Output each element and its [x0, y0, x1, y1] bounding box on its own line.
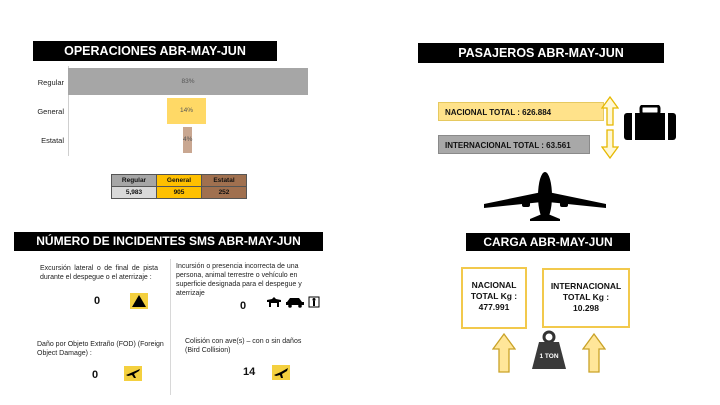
- dog-car-person-icon: [266, 294, 322, 308]
- pasajeros-internacional: INTERNACIONAL TOTAL : 63.561: [438, 135, 590, 154]
- carga-internacional-line1: INTERNACIONAL: [550, 281, 622, 291]
- funnel-label-regular: Regular: [37, 78, 64, 87]
- incidentes-title: NÚMERO DE INCIDENTES SMS ABR-MAY-JUN: [14, 232, 323, 251]
- carga-title: CARGA ABR-MAY-JUN: [466, 233, 630, 251]
- funnel-label-general: General: [37, 107, 64, 116]
- table-value-general: 905: [157, 187, 202, 199]
- incident-fod-value: 0: [92, 369, 99, 381]
- carga-internacional-box: [542, 268, 630, 328]
- airplane-icon: [482, 170, 608, 222]
- incident-incursion-value: 0: [240, 300, 247, 312]
- cargo-arrow-up-right-icon: [582, 333, 606, 373]
- fod-icon: [124, 366, 142, 381]
- runway-icon: [130, 293, 148, 309]
- table-header-general: General: [157, 175, 202, 187]
- weight-icon: [531, 330, 567, 370]
- arrow-up-icon: [601, 96, 619, 126]
- incident-incursion-text: Incursión o presencia incorrecta de una persona, animal terrestre o vehículo en superficie designada para el despegue y aterrizaje: [176, 263, 302, 297]
- weight-label: 1 TON: [539, 353, 559, 360]
- incident-bird-collision-value: 14: [243, 366, 256, 378]
- carga-nacional-line1: NACIONAL: [471, 280, 517, 290]
- cargo-arrow-up-left-icon: [492, 333, 516, 373]
- operaciones-title: OPERACIONES ABR-MAY-JUN: [33, 41, 277, 61]
- carga-nacional-value: 477.991: [478, 302, 510, 312]
- pasajeros-nacional: NACIONAL TOTAL : 626.884: [438, 102, 604, 121]
- table-value-regular: 5,983: [112, 187, 157, 199]
- bird-collision-icon: [272, 365, 290, 380]
- carga-nacional-line2: TOTAL Kg :: [470, 291, 518, 301]
- table-value-estatal: 252: [202, 187, 247, 199]
- carga-internacional-value: 10.298: [573, 303, 599, 313]
- funnel-bar-general: 14%: [167, 98, 206, 124]
- incident-runway-excursion-value: 0: [94, 295, 101, 307]
- funnel-label-estatal: Estatal: [41, 136, 64, 145]
- carga-nacional-box: [461, 267, 527, 329]
- funnel-bar-estatal: 4%: [183, 127, 192, 153]
- incident-bird-collision-text: Colisión con ave(s) – con o sin daños (Bird Collision): [185, 338, 302, 354]
- incident-fod-text: Daño por Objeto Extraño (FOD) (Foreign Object Damage) :: [37, 341, 164, 357]
- table-header-regular: Regular: [112, 175, 157, 187]
- suitcase-icon: [623, 105, 677, 141]
- incident-runway-excursion-text: Excursión lateral o de final de pista durante el despegue o el aterrizaje :: [40, 265, 158, 281]
- funnel-bar-regular: 83%: [68, 68, 308, 95]
- operations-table: [111, 174, 247, 199]
- carga-internacional-line2: TOTAL Kg :: [562, 292, 610, 302]
- arrow-down-icon: [601, 129, 619, 159]
- table-header-estatal: Estatal: [202, 175, 247, 187]
- pasajeros-title: PASAJEROS ABR-MAY-JUN: [418, 43, 664, 63]
- incidents-divider: [170, 259, 171, 395]
